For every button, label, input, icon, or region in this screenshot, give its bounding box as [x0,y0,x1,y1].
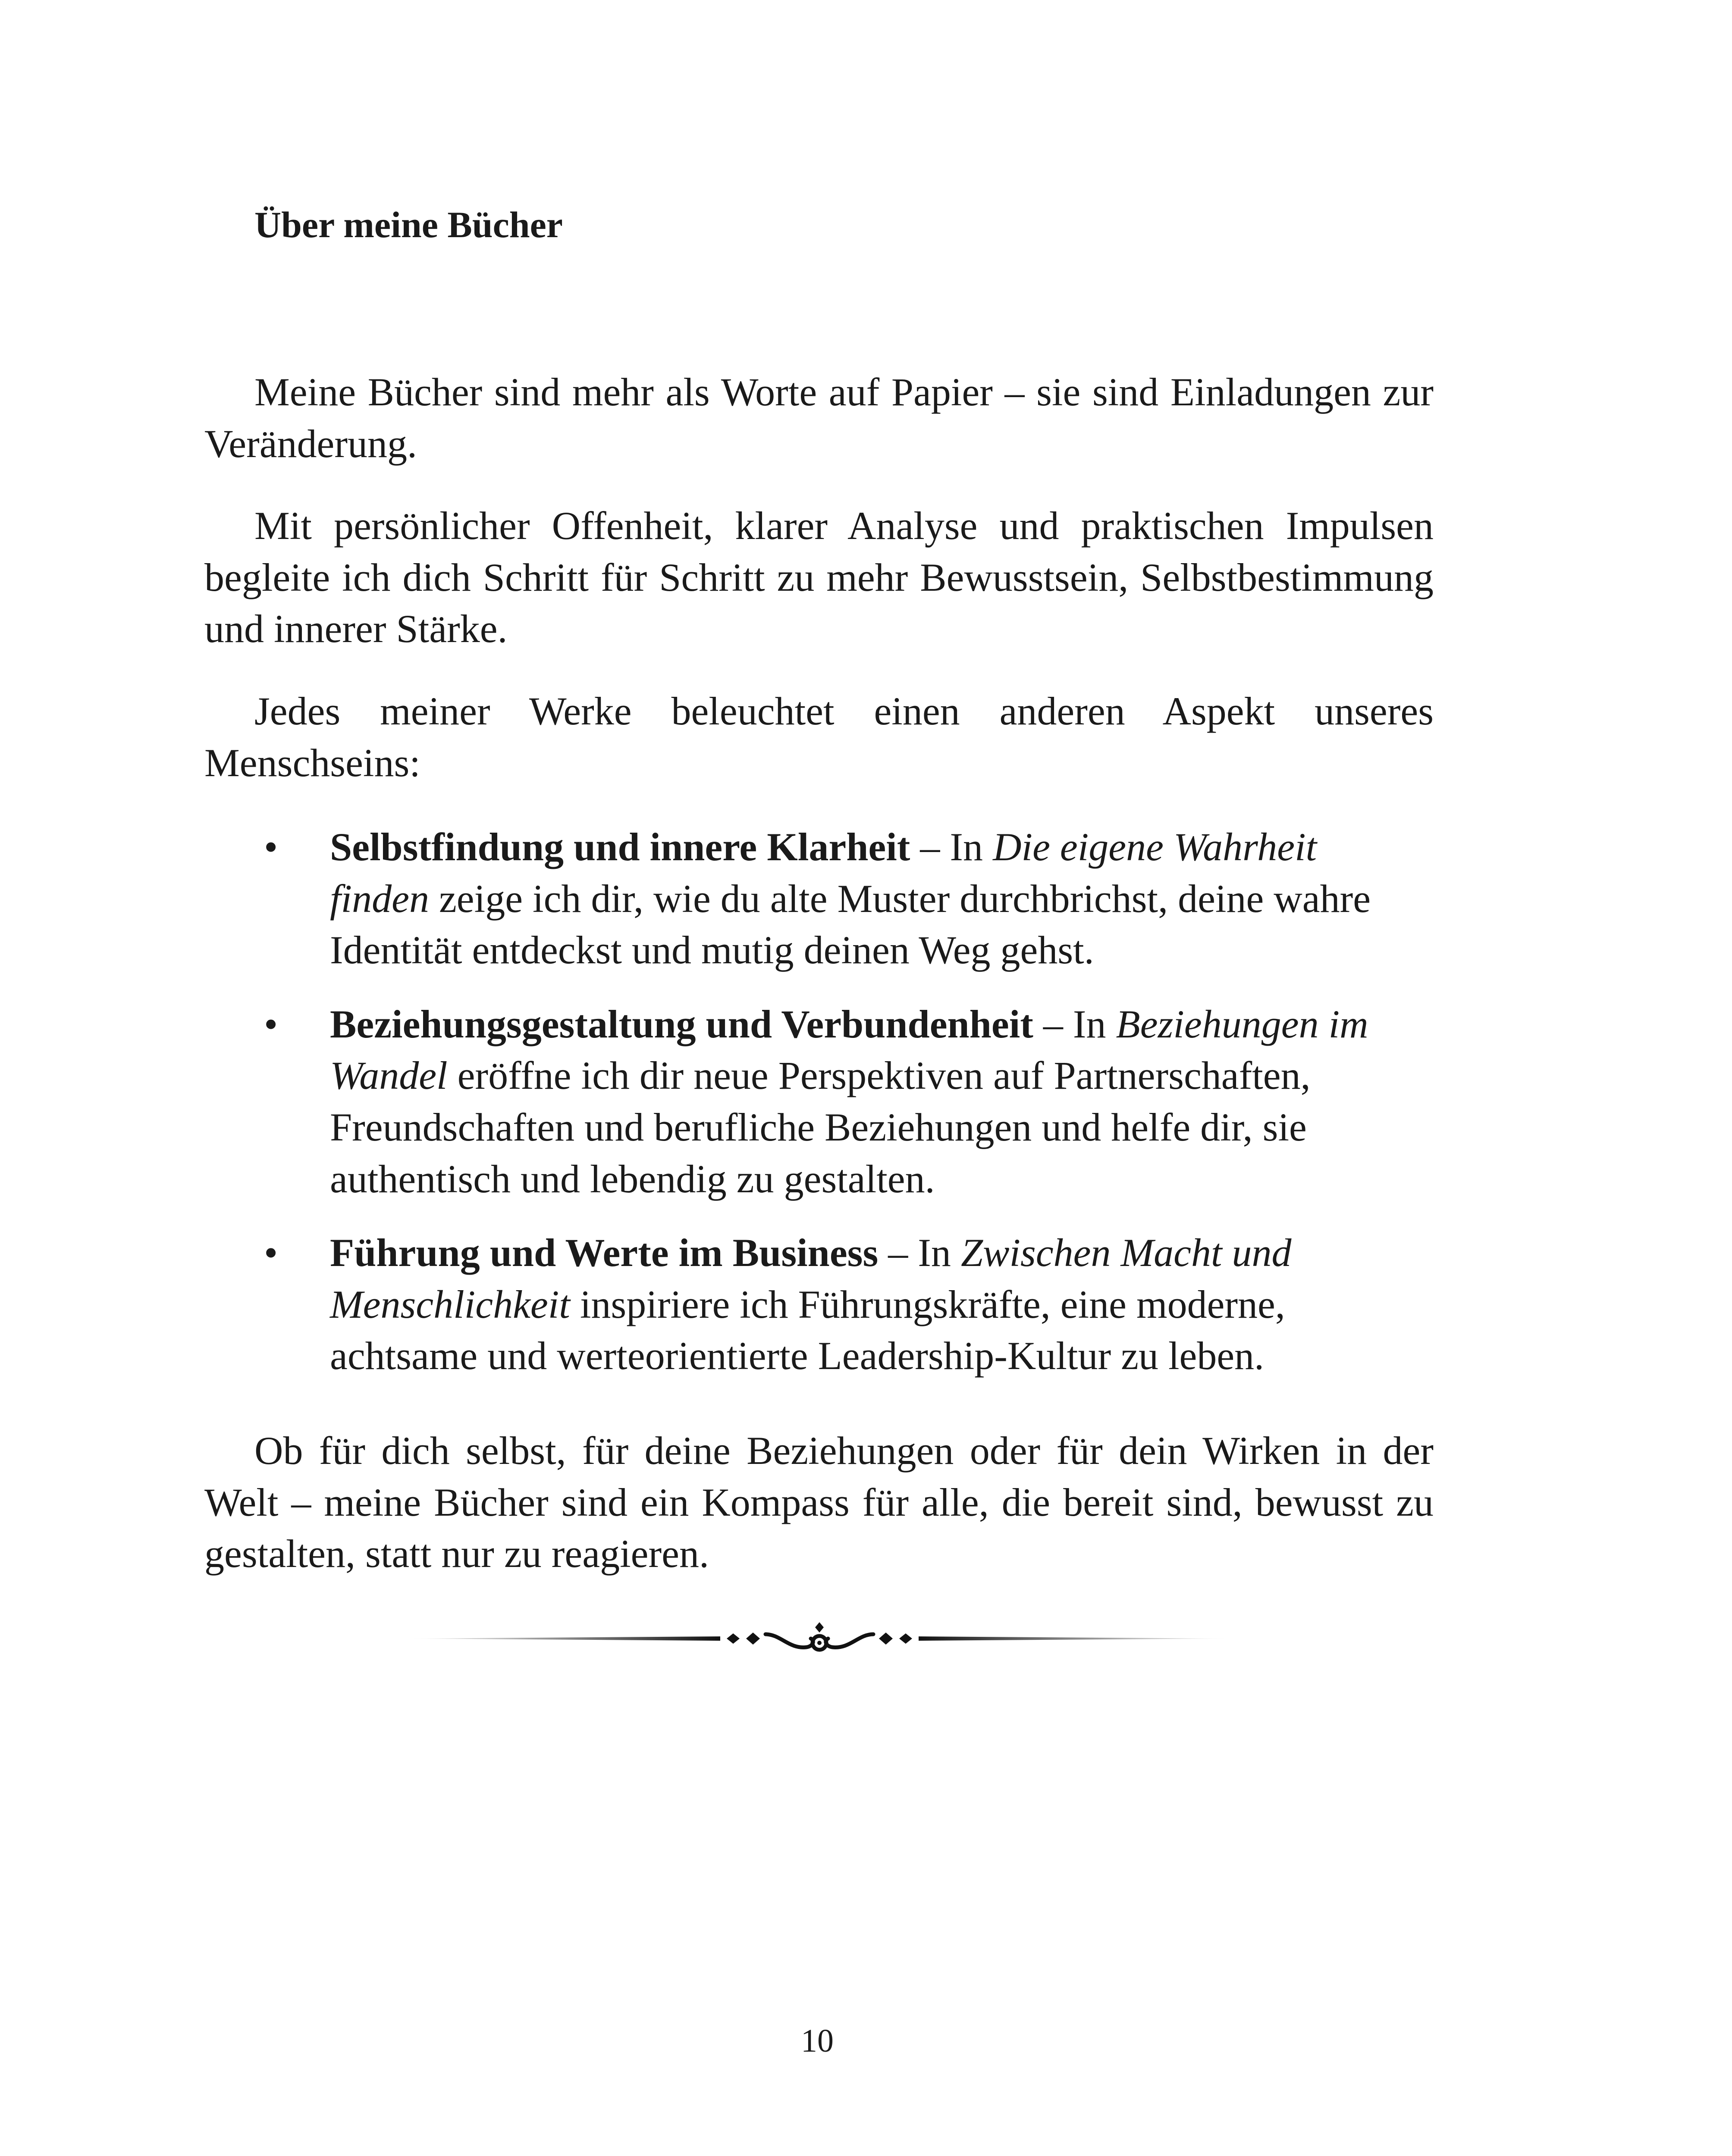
topic-separator: – In [878,1231,961,1275]
list-item [254,999,1423,1205]
page-number: 10 [801,2023,834,2059]
book-topic: Beziehungsgestaltung und Verbundenheit [330,1002,1033,1046]
intro-paragraph: Meine Bücher sind mehr als Worte auf Papier – sie sind Einladungen zur Veränderung. [204,370,1434,466]
topic-separator: – In [1033,1002,1116,1046]
section-heading: Über meine Bücher [254,204,563,245]
bullet-icon: • [264,825,278,869]
decorative-divider-icon [410,1617,1229,1660]
book-description: zeige ich dir, wie du alte Muster durchbrichst, deine wahre Identität entdeckst und mutig deinen Weg gehst. [330,876,1371,972]
book-list [254,821,1423,1404]
book-topic: Selbstfindung und innere Klarheit [330,825,910,869]
book-description: eröffne ich dir neue Perspektiven auf Partnerschaften, Freundschaften und berufliche Beziehungen und helfe dir, sie authentisch und lebendig zu gestalten. [330,1053,1311,1201]
book-title: Zwischen Macht und Menschlichkeit [330,1231,1292,1326]
approach-paragraph: Mit persönlicher Offenheit, klarer Analyse und praktischen Impulsen begleite ich dich Schritt für Schritt zu mehr Bewusstsein, Selbstbestimmung und innerer Stärke. [204,504,1434,651]
closing-paragraph: Ob für dich selbst, für deine Beziehungen oder für dein Wirken in der Welt – meine Bücher sind ein Kompass für alle, die bereit sind, bewusst zu gestalten, statt nur zu reagieren. [204,1429,1434,1576]
book-title: Beziehungen im Wandel [330,1002,1368,1098]
list-item [254,1227,1423,1382]
bullet-icon: • [264,1002,278,1046]
topic-separator: – In [910,825,993,869]
book-title: Die eigene Wahrheit finden [330,825,1317,921]
book-topic: Führung und Werte im Business [330,1231,879,1275]
book-description: inspiriere ich Führungskräfte, eine moderne, achtsame und werteorientierte Leadership-Kultur zu leben. [330,1282,1285,1378]
bullet-icon: • [264,1231,278,1275]
list-item [254,821,1423,976]
works-intro-paragraph: Jedes meiner Werke beleuchtet einen anderen Aspekt unseres Menschseins: [204,689,1434,785]
